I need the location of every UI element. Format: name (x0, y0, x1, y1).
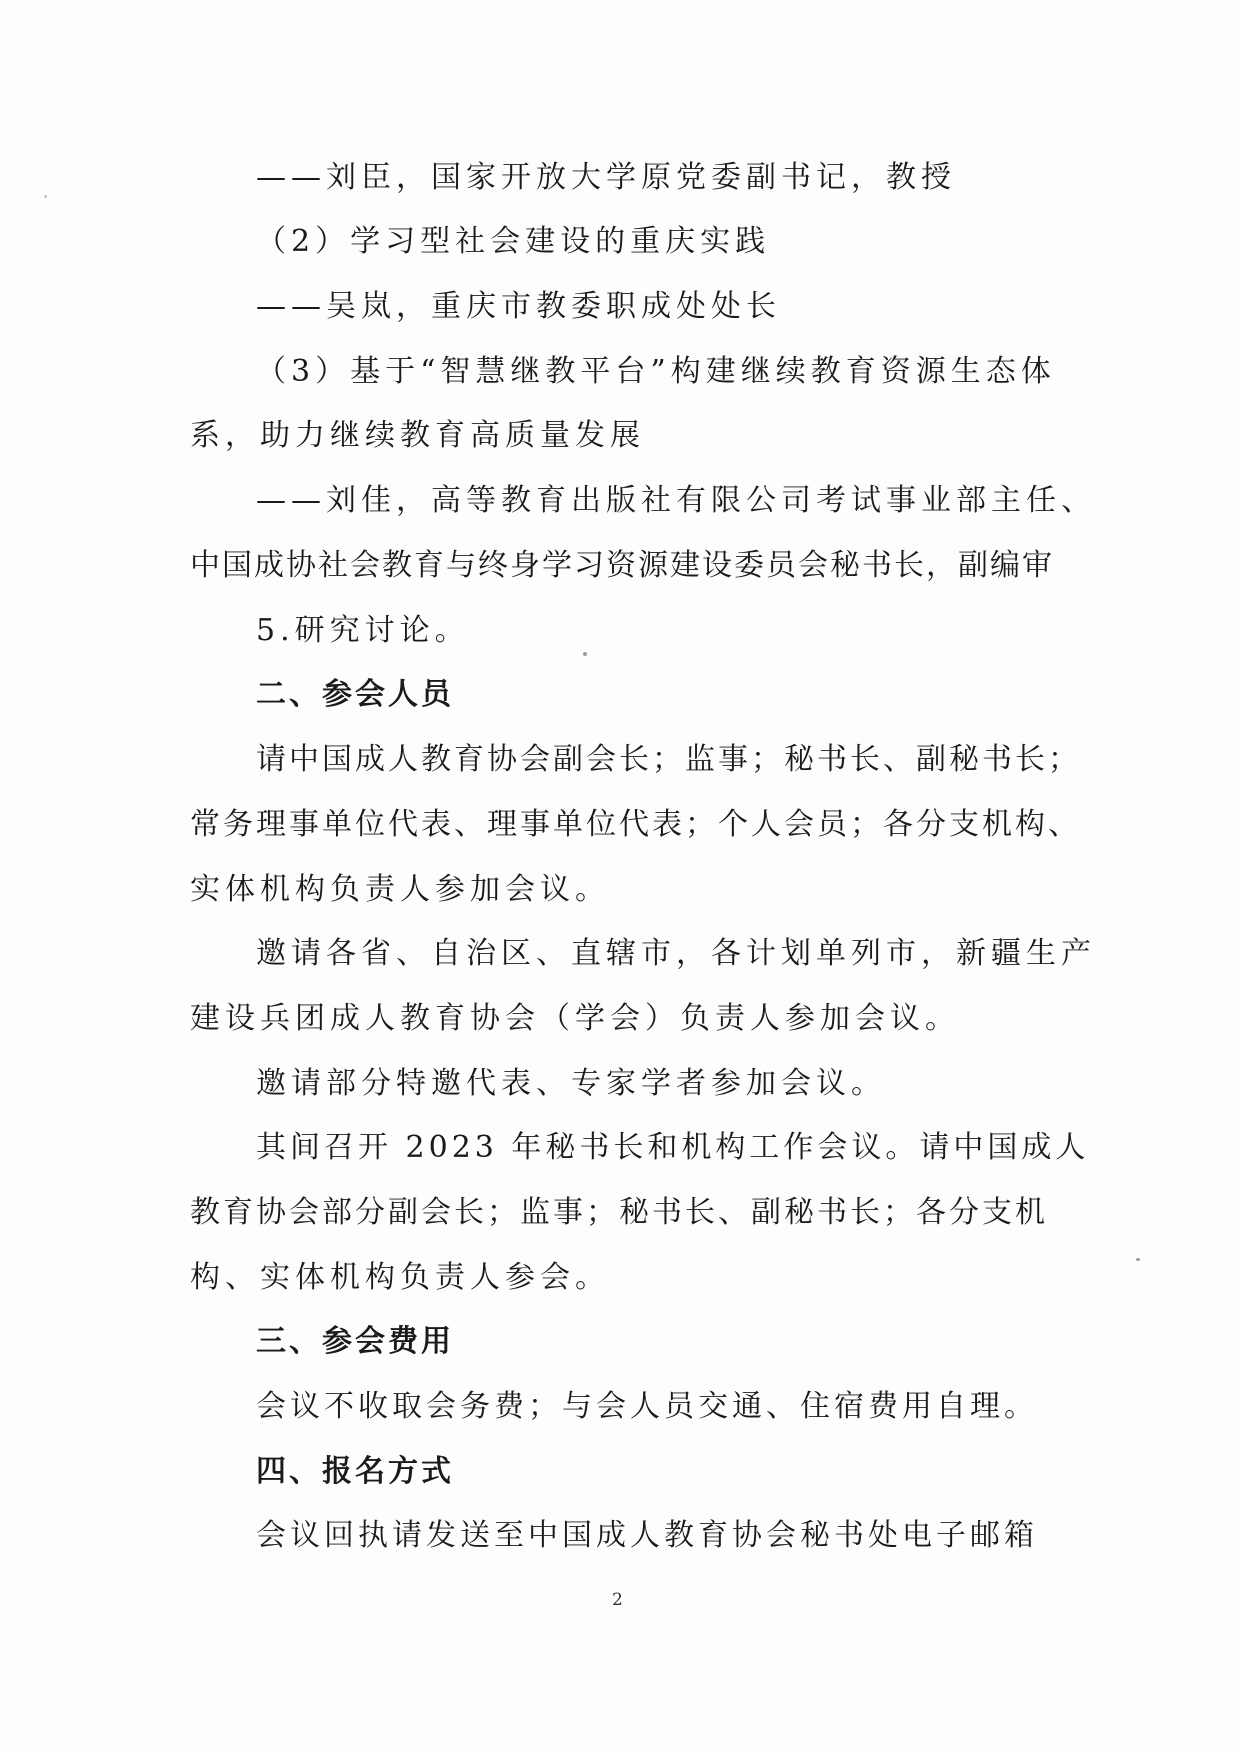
section-heading-registration: 四、报名方式 (256, 1454, 454, 1489)
speaker-line-liu-jia-continued: 中国成协社会教育与终身学习资源建设委员会秘书长，副编审 (190, 548, 1054, 583)
scan-speck (1136, 1258, 1140, 1261)
participants-paragraph-1: 请中国成人教育协会副会长；监事；秘书长、副秘书长； (256, 742, 1081, 777)
page-number: 2 (612, 1590, 623, 1610)
participants-paragraph-2-cont: 建设兵团成人教育协会（学会）负责人参加会议。 (190, 1001, 960, 1036)
scan-speck (583, 652, 587, 656)
participants-paragraph-2: 邀请各省、自治区、直辖市，各计划单列市，新疆生产 (256, 936, 1096, 971)
agenda-item-3-continued: 系，助力继续教育高质量发展 (190, 418, 645, 453)
agenda-item-5: 5.研究讨论。 (256, 613, 470, 648)
fees-paragraph: 会议不收取会务费；与会人员交通、住宿费用自理。 (256, 1389, 1038, 1424)
participants-paragraph-4: 其间召开 2023 年秘书长和机构工作会议。请中国成人 (256, 1130, 1090, 1165)
section-heading-fees: 三、参会费用 (256, 1324, 454, 1359)
agenda-item-2: （2）学习型社会建设的重庆实践 (256, 224, 771, 259)
section-heading-participants: 二、参会人员 (256, 677, 454, 712)
participants-paragraph-4-end: 构、实体机构负责人参会。 (190, 1260, 610, 1295)
agenda-item-3: （3）基于“智慧继教平台”构建继续教育资源生态体 (256, 354, 1056, 389)
participants-paragraph-1-end: 实体机构负责人参加会议。 (190, 872, 610, 907)
scan-speck (44, 195, 47, 198)
registration-paragraph: 会议回执请发送至中国成人教育协会秘书处电子邮箱 (256, 1518, 1038, 1553)
participants-paragraph-1-cont: 常务理事单位代表、理事单位代表；个人会员；各分支机构、 (190, 807, 1081, 842)
speaker-line-wu-lan: ——吴岚，重庆市教委职成处处长 (256, 289, 781, 324)
participants-paragraph-4-cont: 教育协会部分副会长；监事；秘书长、副秘书长；各分支机 (190, 1195, 1048, 1230)
speaker-line-liu-jia: ——刘佳，高等教育出版社有限公司考试事业部主任、 (256, 483, 1096, 518)
participants-paragraph-3: 邀请部分特邀代表、专家学者参加会议。 (256, 1066, 886, 1101)
speaker-line-liu-chen: ——刘臣，国家开放大学原党委副书记，教授 (256, 160, 956, 195)
